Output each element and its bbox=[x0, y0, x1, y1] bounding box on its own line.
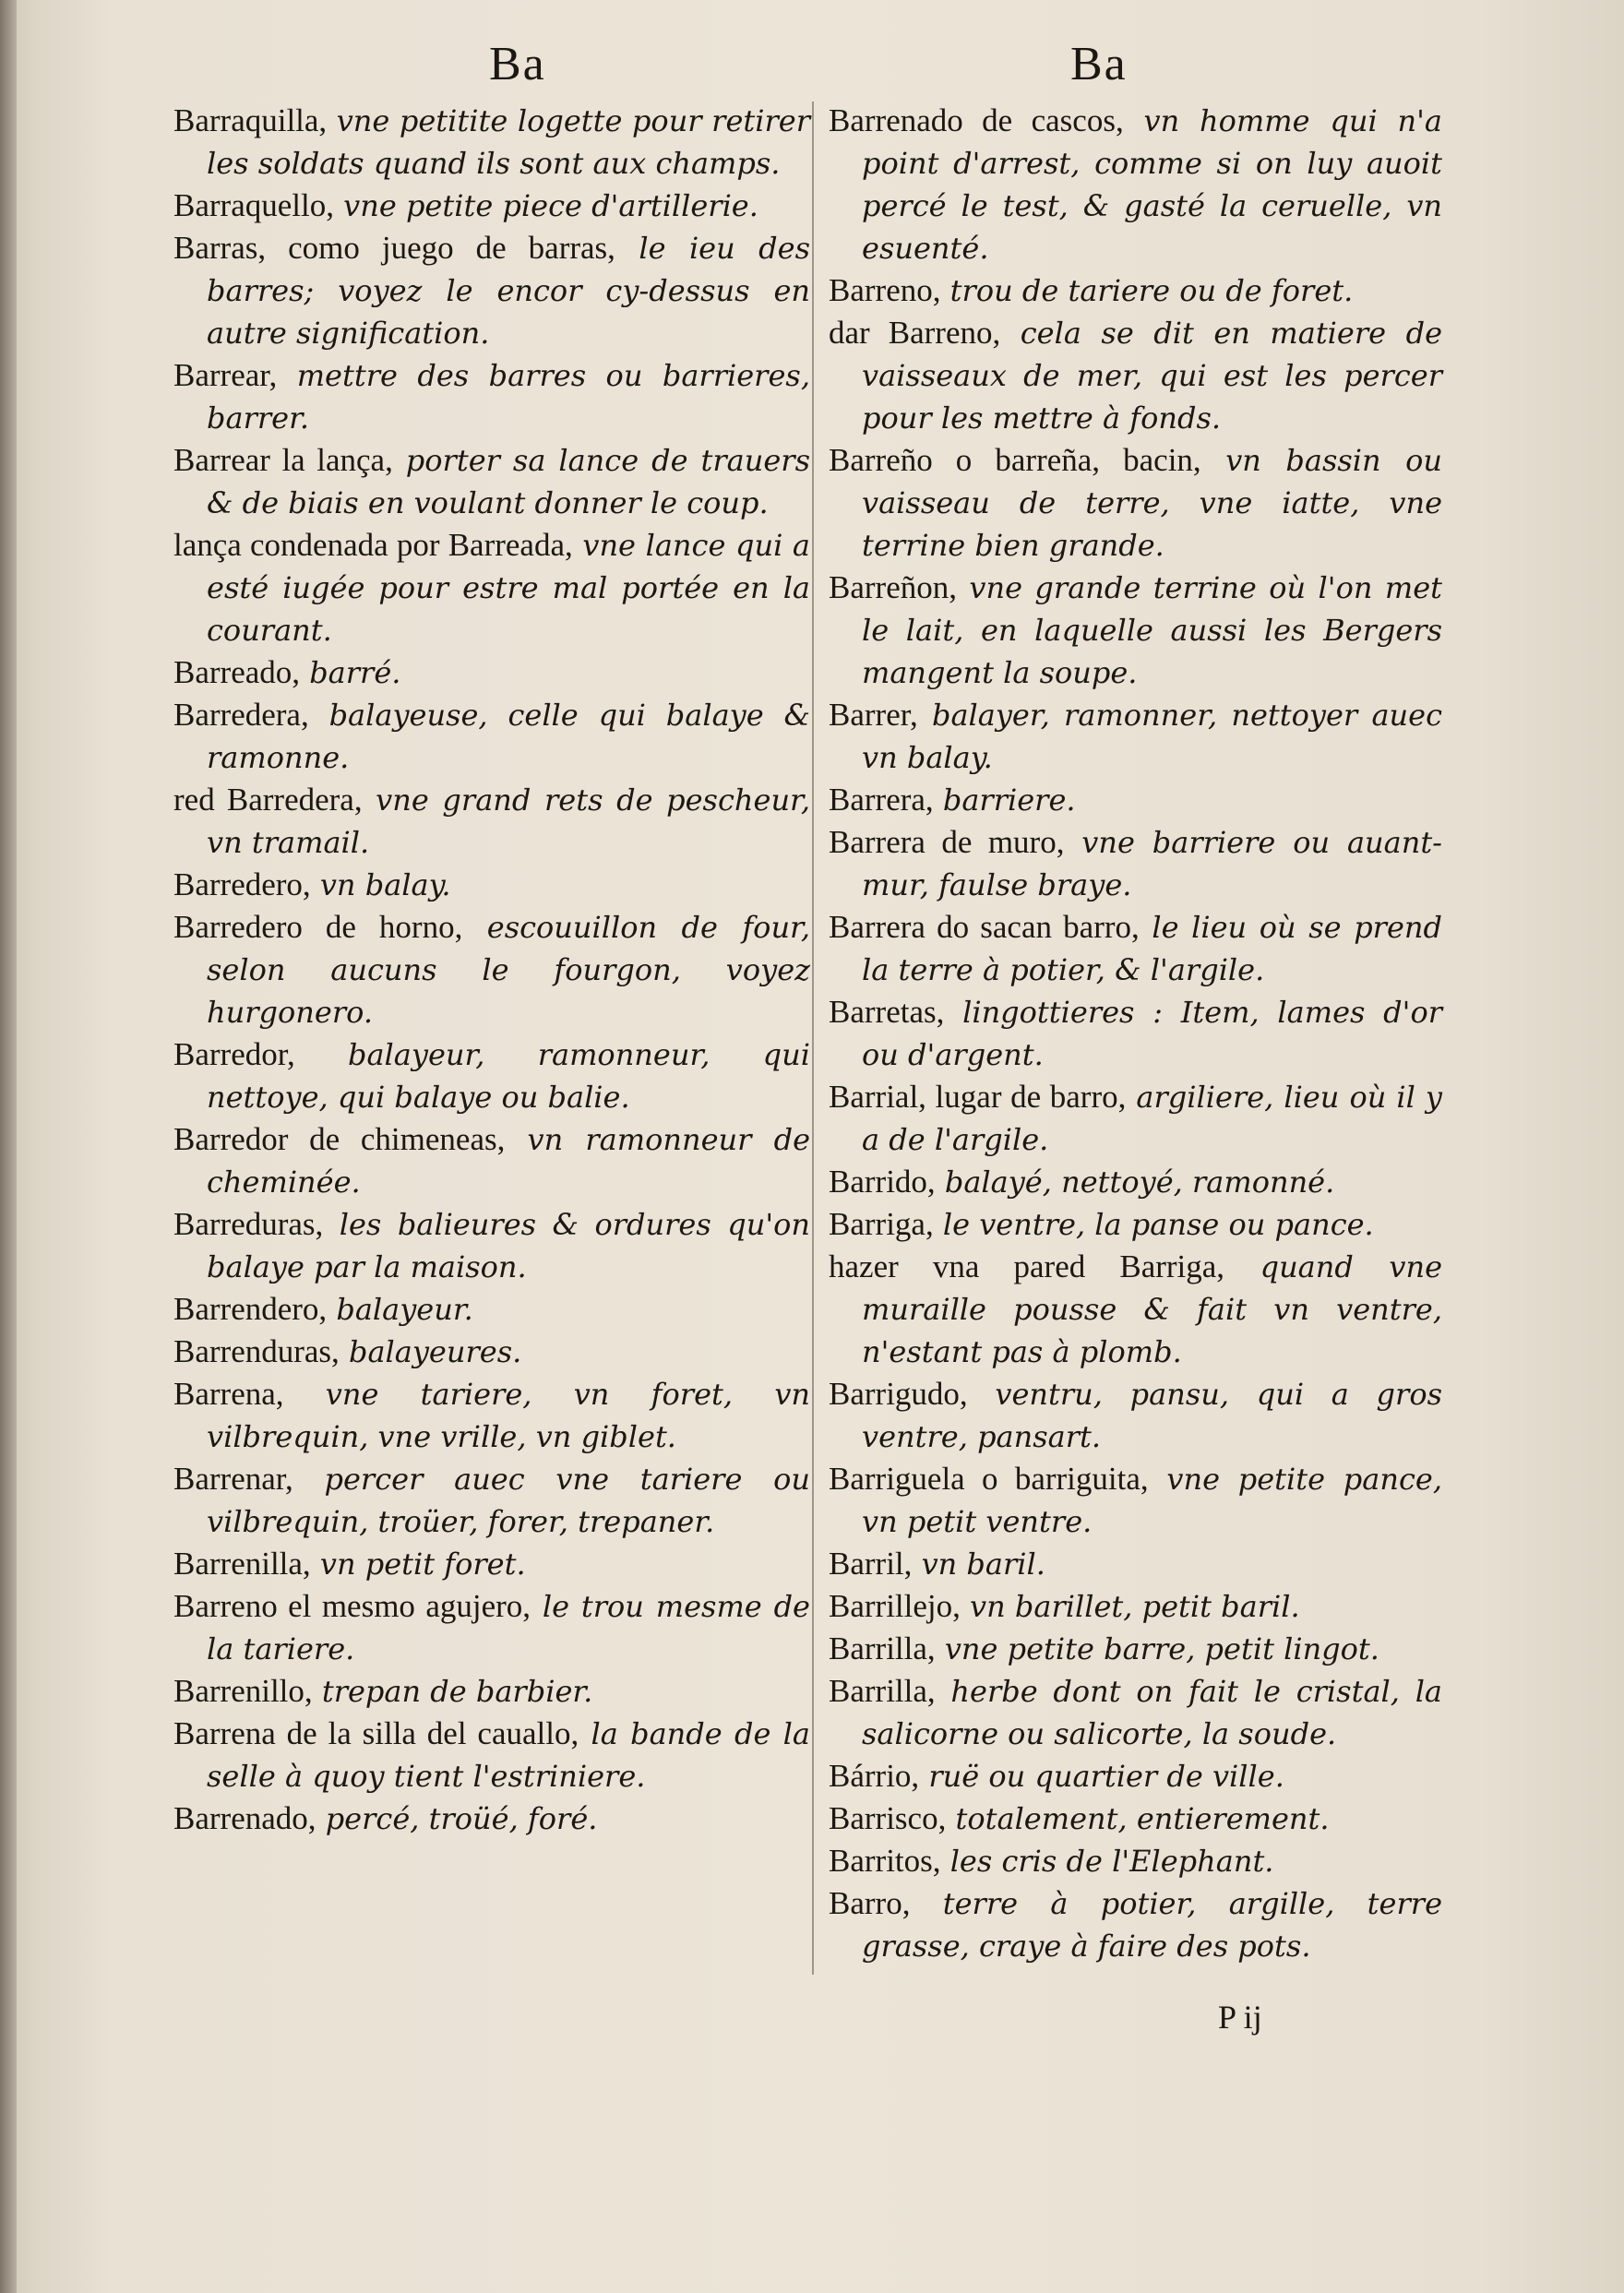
dictionary-entry bbox=[829, 906, 1442, 991]
dictionary-entry bbox=[829, 567, 1442, 694]
definition: vn bassin ou vaisseau de terre, vne iatte, vne terrine bien grande. bbox=[862, 443, 1443, 563]
dictionary-entry bbox=[173, 1033, 810, 1118]
dictionary-entry bbox=[829, 100, 1442, 269]
headword: Barrido, bbox=[829, 1164, 936, 1200]
dictionary-entry bbox=[829, 312, 1442, 439]
definition: vne grande terrine où l'on met le lait, en laquelle aussi les Bergers mangent la soupe. bbox=[862, 570, 1442, 690]
definition: le trou mesme de la tariere. bbox=[207, 1589, 810, 1666]
definition: les balieures & ordures qu'on balaye par la maison. bbox=[207, 1207, 810, 1284]
dictionary-entry bbox=[173, 354, 810, 439]
headword: Barreño o barreña, bacin, bbox=[829, 442, 1201, 478]
dictionary-entry bbox=[829, 779, 1442, 821]
dictionary-entry bbox=[829, 1076, 1442, 1161]
headword: Barreduras, bbox=[173, 1206, 324, 1242]
dictionary-entry bbox=[829, 1458, 1442, 1543]
definition: vn homme qui n'a point d'arrest, comme si on luy auoit percé le test, & gasté la ceruelle, vn esuenté. bbox=[862, 103, 1443, 266]
headword: Barretas, bbox=[829, 994, 945, 1030]
headword: Barrial, lugar de barro, bbox=[829, 1079, 1127, 1115]
definition: vne petite pance, vn petit ventre. bbox=[862, 1462, 1443, 1539]
definition: le ieu des barres; voyez le encor cy-dessus en autre signification. bbox=[207, 231, 810, 351]
dictionary-entry bbox=[173, 1713, 810, 1797]
dictionary-entry bbox=[173, 906, 810, 1033]
dictionary-entry bbox=[829, 1246, 1442, 1373]
headword: Barreno, bbox=[829, 272, 941, 308]
dictionary-entry bbox=[829, 439, 1442, 567]
headword: Barrillejo, bbox=[829, 1588, 961, 1624]
definition: vne grand rets de pescheur, vn tramail. bbox=[207, 782, 811, 860]
headword: Barrera do sacan barro, bbox=[829, 909, 1140, 945]
definition: barré. bbox=[300, 655, 401, 690]
definition: les cris de l'Elephant. bbox=[940, 1844, 1274, 1879]
definition: balayeures. bbox=[339, 1334, 522, 1369]
definition: totalement, entierement. bbox=[946, 1801, 1330, 1836]
running-header-left: Ba bbox=[489, 38, 546, 90]
definition: herbe dont on fait le cristal, la salicorne ou salicorte, la soude. bbox=[862, 1674, 1442, 1751]
dictionary-entry bbox=[829, 821, 1442, 906]
dictionary-entry bbox=[829, 1755, 1442, 1797]
definition: vne barriere ou auant-mur, faulse braye. bbox=[862, 825, 1442, 902]
definition: balayeuse, celle qui balaye & ramonne. bbox=[207, 698, 810, 775]
dictionary-entry bbox=[173, 100, 810, 185]
dictionary-entry bbox=[173, 439, 810, 524]
definition: vn baril. bbox=[912, 1547, 1045, 1582]
signature-mark: P ij bbox=[1218, 1999, 1262, 2036]
definition: quand vne muraille pousse & fait vn ventre, n'estant pas à plomb. bbox=[862, 1249, 1442, 1369]
headword: Barredero, bbox=[173, 866, 311, 902]
headword: Barrendero, bbox=[173, 1291, 328, 1327]
headword: Bárrio, bbox=[829, 1758, 920, 1794]
definition: percer auec vne tariere ou vilbrequin, troüer, forer, trepaner. bbox=[207, 1462, 810, 1539]
definition: porter sa lance de trauers & de biais en voulant donner le coup. bbox=[207, 443, 810, 520]
definition: vne petite barre, petit lingot. bbox=[935, 1631, 1379, 1666]
headword: Barriguela o barriguita, bbox=[829, 1461, 1149, 1497]
dictionary-entry bbox=[173, 779, 810, 864]
headword: Barreno el mesmo agujero, bbox=[173, 1588, 531, 1624]
dictionary-entry bbox=[829, 1203, 1442, 1246]
dictionary-entry bbox=[173, 651, 810, 694]
definition: vn balay. bbox=[310, 867, 451, 902]
headword: dar Barreno, bbox=[829, 315, 1001, 351]
running-header-right: Ba bbox=[1070, 38, 1128, 90]
definition: escouuillon de four, selon aucuns le fourgon, voyez hurgonero. bbox=[207, 910, 811, 1030]
headword: Barrenilla, bbox=[173, 1546, 311, 1582]
definition: vn petit foret. bbox=[310, 1547, 526, 1582]
column-divider bbox=[812, 102, 814, 1975]
dictionary-entry bbox=[173, 1458, 810, 1543]
headword: Barrilla, bbox=[829, 1630, 936, 1666]
headword: Barritos, bbox=[829, 1843, 941, 1879]
dictionary-entry bbox=[829, 1543, 1442, 1585]
headword: Barreñon, bbox=[829, 569, 957, 605]
dictionary-entry bbox=[829, 1882, 1442, 1967]
dictionary-entry bbox=[173, 1585, 810, 1670]
headword: Barrena de la silla del cauallo, bbox=[173, 1715, 579, 1751]
headword: Barrenillo, bbox=[173, 1673, 313, 1709]
dictionary-entry bbox=[173, 1543, 810, 1585]
definition: le lieu où se prend la terre à potier, & l'argile. bbox=[862, 910, 1443, 987]
dictionary-entry bbox=[173, 1670, 810, 1713]
binding-shadow bbox=[0, 0, 17, 2293]
headword: Barras, como juego de barras, bbox=[173, 230, 615, 266]
headword: Barrenado, bbox=[173, 1800, 316, 1836]
dictionary-entry bbox=[173, 227, 810, 354]
definition: argiliere, lieu où il y a de l'argile. bbox=[862, 1080, 1443, 1157]
dictionary-entry bbox=[173, 1331, 810, 1373]
headword: Barredor, bbox=[173, 1036, 295, 1072]
definition: vne petitite logette pour retirer les soldats quand ils sont aux champs. bbox=[207, 103, 810, 181]
dictionary-entry bbox=[829, 1628, 1442, 1670]
right-column bbox=[829, 100, 1442, 1967]
definition: vn barillet, petit baril. bbox=[960, 1589, 1300, 1624]
headword: red Barredera, bbox=[173, 782, 363, 818]
headword: Barrer, bbox=[829, 697, 918, 733]
headword: Barredera, bbox=[173, 697, 309, 733]
headword: Barrisco, bbox=[829, 1800, 947, 1836]
definition: mettre des barres ou barrieres, barrer. bbox=[207, 358, 810, 436]
headword: Barril, bbox=[829, 1546, 913, 1582]
headword: Barraquello, bbox=[173, 187, 334, 223]
dictionary-entry bbox=[173, 694, 810, 779]
definition: vne petite piece d'artillerie. bbox=[333, 188, 758, 223]
headword: lança condenada por Barreada, bbox=[173, 527, 573, 563]
headword: Barrear, bbox=[173, 357, 278, 393]
definition: la bande de la selle à quoy tient l'estriniere. bbox=[207, 1716, 810, 1794]
definition: percé, troüé, foré. bbox=[316, 1801, 598, 1836]
headword: Barrera, bbox=[829, 782, 934, 818]
definition: barriere. bbox=[933, 782, 1076, 818]
dictionary-entry bbox=[829, 1840, 1442, 1882]
headword: Barrenar, bbox=[173, 1461, 293, 1497]
definition: lingottieres : Item, lames d'or ou d'argent. bbox=[862, 995, 1442, 1072]
definition: vne tariere, vn foret, vn vilbrequin, vne vrille, vn giblet. bbox=[207, 1377, 810, 1454]
definition: balayé, nettoyé, ramonné. bbox=[935, 1164, 1335, 1200]
dictionary-entry bbox=[173, 1118, 810, 1203]
definition: le ventre, la panse ou pance. bbox=[933, 1207, 1374, 1242]
dictionary-entry bbox=[829, 1585, 1442, 1628]
dictionary-entry bbox=[829, 694, 1442, 779]
headword: Barreado, bbox=[173, 654, 301, 690]
definition: terre à potier, argille, terre grasse, craye à faire des pots. bbox=[862, 1886, 1442, 1964]
headword: Barrigudo, bbox=[829, 1376, 968, 1412]
dictionary-entry bbox=[173, 1797, 810, 1840]
dictionary-entry bbox=[173, 185, 810, 227]
dictionary-entry bbox=[173, 524, 810, 651]
definition: ruë ou quartier de ville. bbox=[919, 1759, 1284, 1794]
definition: balayeur, ramonneur, qui nettoye, qui balaye ou balie. bbox=[207, 1037, 810, 1115]
dictionary-entry bbox=[829, 991, 1442, 1076]
dictionary-entry bbox=[173, 1373, 810, 1458]
definition: balayeur. bbox=[327, 1292, 473, 1327]
dictionary-entry bbox=[829, 1670, 1442, 1755]
headword: Barrenduras, bbox=[173, 1333, 340, 1369]
definition: vne lance qui a esté iugée pour estre mal portée en la courant. bbox=[207, 528, 811, 648]
headword: hazer vna pared Barriga, bbox=[829, 1248, 1225, 1284]
dictionary-entry bbox=[173, 1288, 810, 1331]
headword: Barrear la lança, bbox=[173, 442, 393, 478]
definition: balayer, ramonner, nettoyer auec vn balay. bbox=[862, 698, 1442, 775]
dictionary-entry bbox=[173, 1203, 810, 1288]
headword: Barrilla, bbox=[829, 1673, 936, 1709]
headword: Barrena, bbox=[173, 1376, 284, 1412]
headword: Barredero de horno, bbox=[173, 909, 463, 945]
definition: cela se dit en matiere de vaisseaux de mer, qui est les percer pour les mettre à fonds. bbox=[862, 316, 1443, 436]
headword: Barredor de chimeneas, bbox=[173, 1121, 506, 1157]
dictionary-entry bbox=[173, 864, 810, 906]
definition: ventru, pansu, qui a gros ventre, pansart. bbox=[862, 1377, 1442, 1454]
dictionary-entry bbox=[829, 269, 1442, 312]
dictionary-entry bbox=[829, 1373, 1442, 1458]
dictionary-entry bbox=[829, 1161, 1442, 1203]
headword: Barro, bbox=[829, 1885, 911, 1921]
definition: vn ramonneur de cheminée. bbox=[207, 1122, 811, 1200]
headword: Barriga, bbox=[829, 1206, 934, 1242]
headword: Barraquilla, bbox=[173, 102, 328, 138]
definition: trou de tariere ou de foret. bbox=[940, 273, 1354, 308]
left-column bbox=[173, 100, 810, 1840]
headword: Barrenado de cascos, bbox=[829, 102, 1124, 138]
definition: trepan de barbier. bbox=[312, 1674, 593, 1709]
dictionary-entry bbox=[829, 1797, 1442, 1840]
headword: Barrera de muro, bbox=[829, 824, 1065, 860]
